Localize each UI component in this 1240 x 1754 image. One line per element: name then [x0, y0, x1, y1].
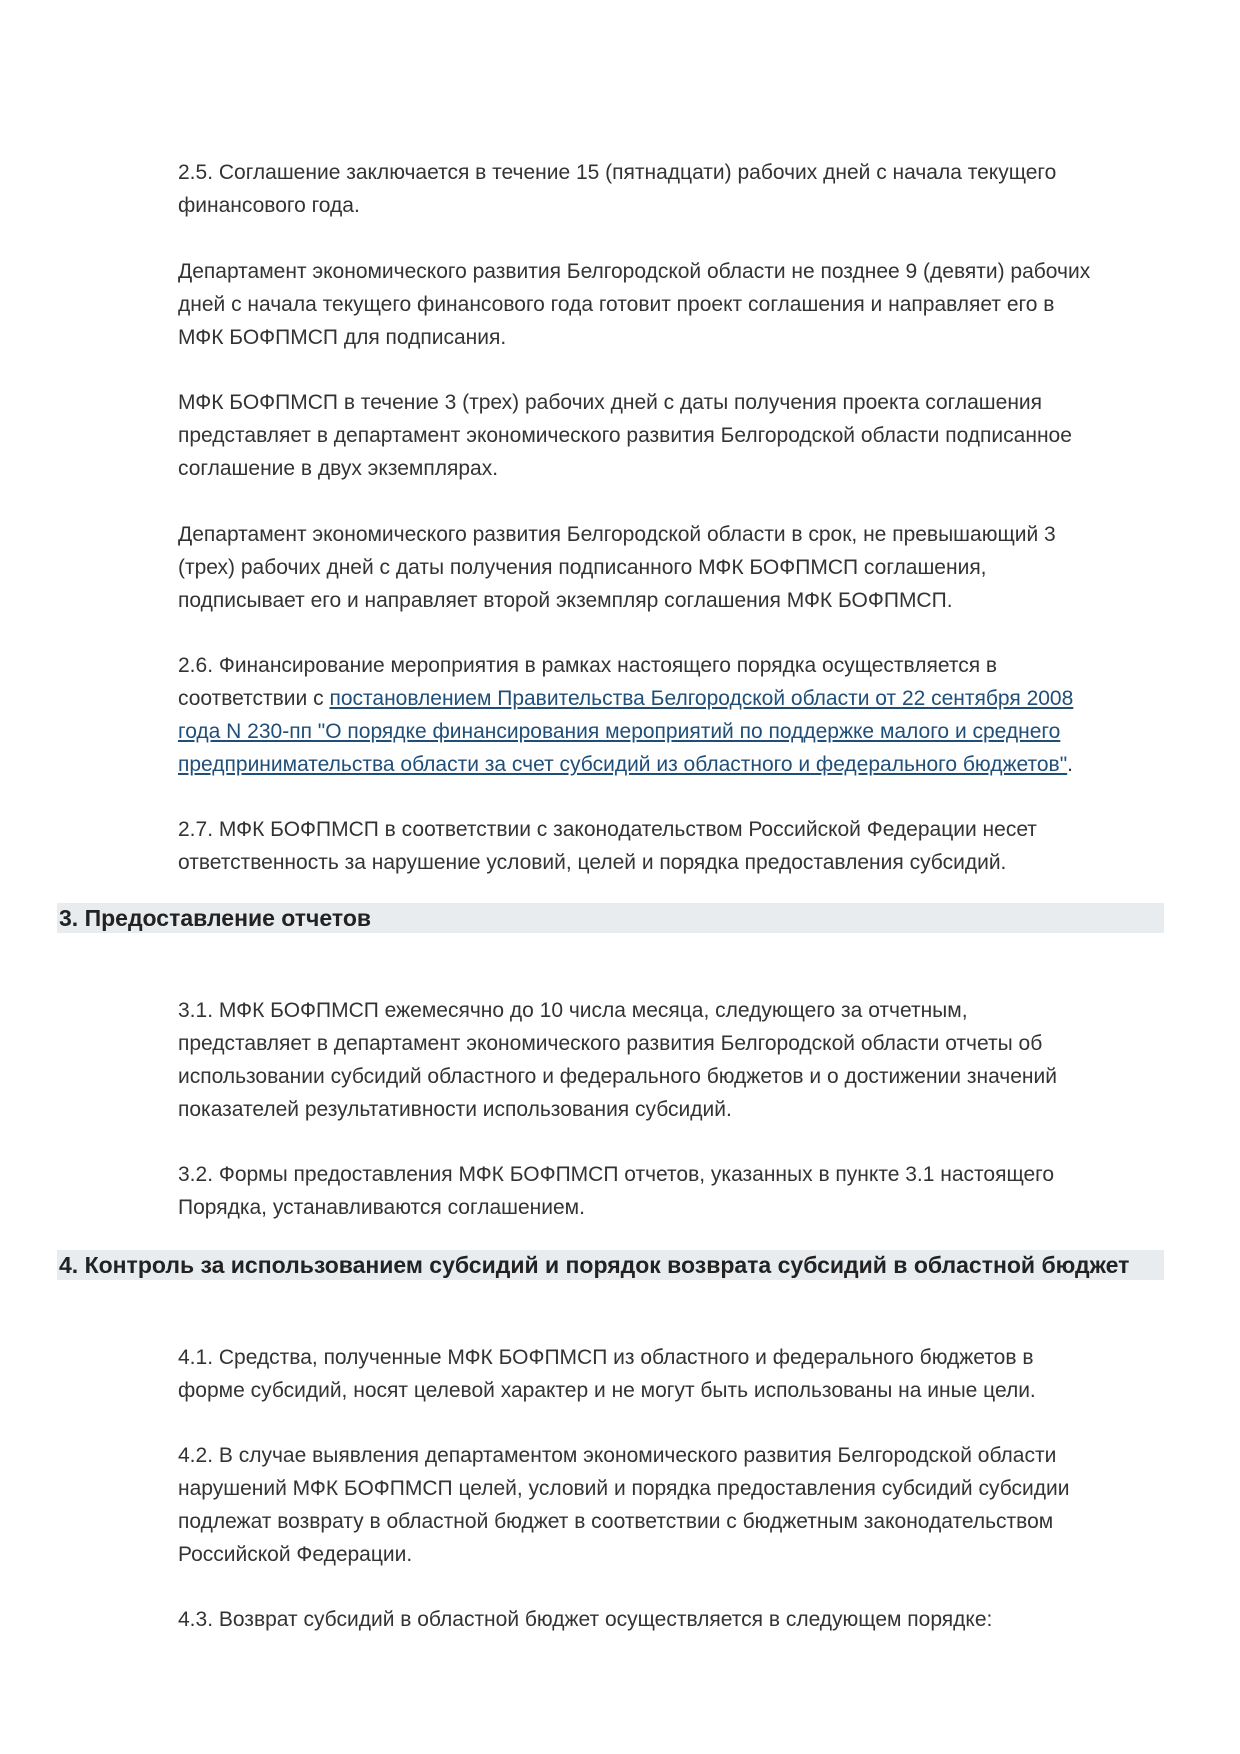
section-heading-4: 4. Контроль за использованием субсидий и порядок возврата субсидий в областной бюджет: [57, 1250, 1164, 1280]
paragraph-2-7: 2.7. МФК БОФПМСП в соответствии с законодательством Российской Федерации несет ответственность за нарушение условий, целей и порядка предоставления субсидий.: [178, 818, 1037, 874]
paragraph-2-5-signing: Департамент экономического развития Белгородской области в срок, не превышающий 3 (трех) рабочих дней с даты получения подписанного МФК БОФПМСП соглашения, подписывает его и направляет второй экземпляр соглашения МФК БОФПМСП.: [178, 523, 1056, 612]
paragraph-2-6-suffix: .: [1067, 753, 1074, 776]
paragraph-2-5: 2.5. Соглашение заключается в течение 15 (пятнадцати) рабочих дней с начала текущего финансового года.: [178, 161, 1057, 217]
paragraph-3-2: 3.2. Формы предоставления МФК БОФПМСП отчетов, указанных в пункте 3.1 настоящего Порядка, устанавливаются соглашением.: [178, 1163, 1055, 1219]
paragraph-4-1: 4.1. Средства, полученные МФК БОФПМСП из областного и федерального бюджетов в форме субсидий, носят целевой характер и не могут быть использованы на иные цели.: [178, 1346, 1036, 1402]
section-heading-3: 3. Предоставление отчетов: [57, 903, 1164, 933]
paragraph-4-3: 4.3. Возврат субсидий в областной бюджет осуществляется в следующем порядке:: [178, 1608, 993, 1631]
paragraph-2-6: [178, 649, 1178, 781]
paragraph-2-5-department: Департамент экономического развития Белгородской области не позднее 9 (девяти) рабочих дней с начала текущего финансового года готовит проект соглашения и направляет его в МФК БОФПМСП для подписания.: [178, 260, 1091, 349]
paragraph-2-5-mfk: МФК БОФПМСП в течение 3 (трех) рабочих дней с даты получения проекта соглашения представляет в департамент экономического развития Белгородской области подписанное соглашение в двух экземплярах.: [178, 391, 1072, 480]
paragraph-4-2: 4.2. В случае выявления департаментом экономического развития Белгородской области нарушений МФК БОФПМСП целей, условий и порядка предоставления субсидий субсидии подлежат возврату в областной бюджет в соответствии с бюджетным законодательством Российской Федерации.: [178, 1444, 1070, 1566]
paragraph-3-1: 3.1. МФК БОФПМСП ежемесячно до 10 числа месяца, следующего за отчетным, представляет в департамент экономического развития Белгородской области отчеты об использовании субсидий областного и федерального бюджетов и о достижении значений показателей результативности использования субсидий.: [178, 999, 1057, 1121]
paragraph-2-6-prefix: 2.6. Финансирование мероприятия в рамках настоящего порядка осуществляется в соответствии с: [178, 654, 998, 710]
resolution-link[interactable]: постановлением Правительства Белгородской области от 22 сентября 2008 года N 230-пп "О порядке финансирования мероприятий по поддержке малого и среднего предпринимательства области за счет субсидий из областного и федерального бюджетов": [178, 687, 1074, 776]
